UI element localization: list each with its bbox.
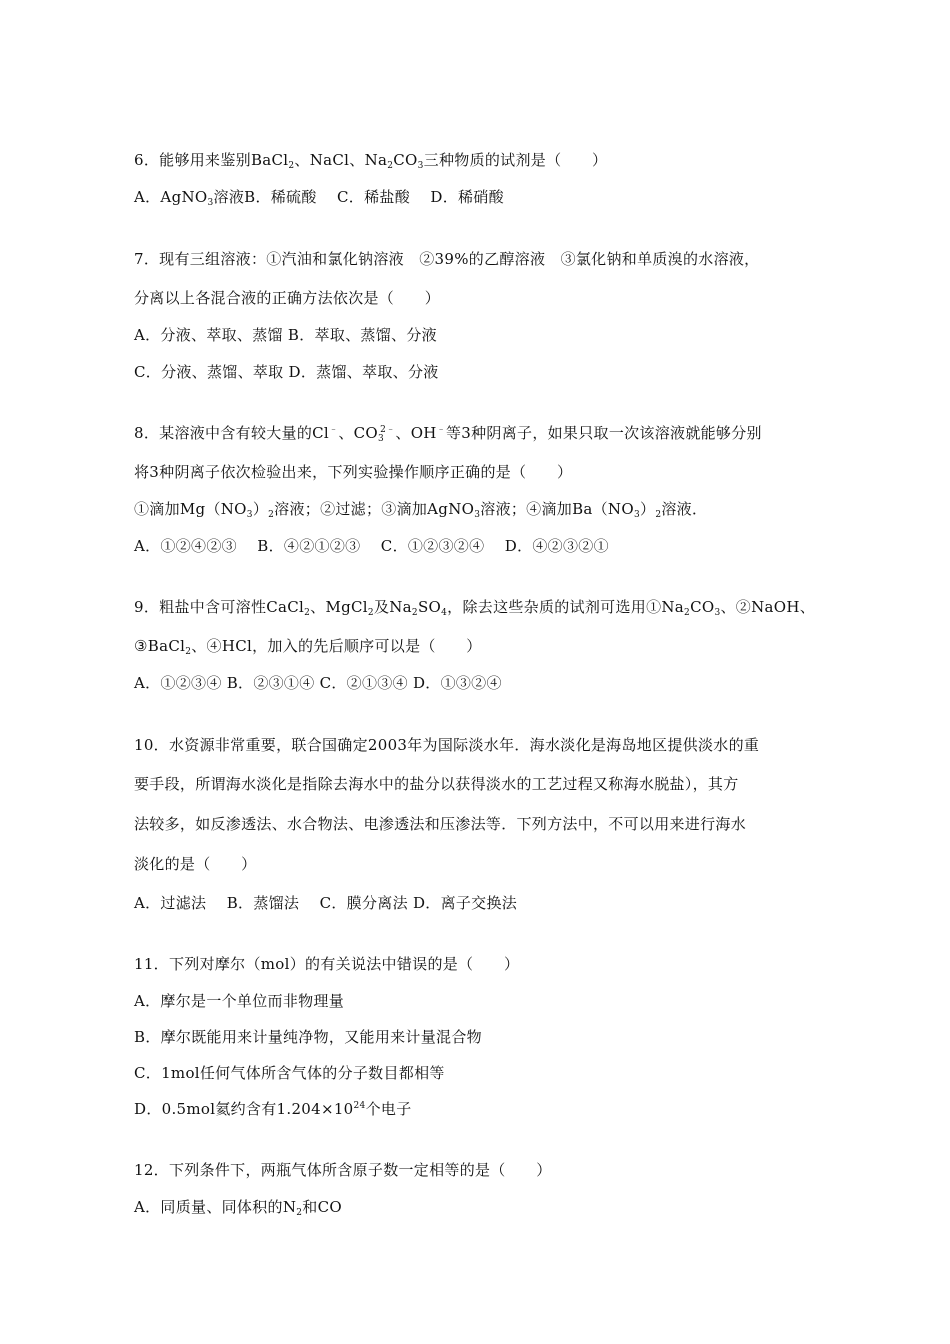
question-10-stem-line-4: 淡化的是（ ）: [134, 855, 257, 873]
question-7-stem-line-2: 分离以上各混合液的正确方法依次是（ ）: [134, 289, 441, 307]
question-10-options: A．过滤法 B．蒸馏法 C．膜分离法 D．离子交换法: [134, 894, 518, 912]
question-8-stem-line-1: 8．某溶液中含有较大量的Cl﹣、$CO_3^{2﹣}$、OH﹣等3种阴离子，如果只取一次该溶液就能够分别: [134, 424, 762, 444]
question-6-stem: 6．能够用来鉴别BaCl$_2$、NaCl、$Na_2CO_3$三种物质的试剂是（ ）: [134, 151, 608, 171]
question-11-option-d: D．0.5mol氦约含有$1.204\times 10^{24}$个电子: [134, 1100, 412, 1118]
question-12-option-a: A．同质量、同体积的$N_2$和CO: [134, 1198, 342, 1218]
question-7-option-cd: C．分液、蒸馏、萃取 D．蒸馏、萃取、分液: [134, 363, 439, 381]
question-7-option-ab: A．分液、萃取、蒸馏 B．萃取、蒸馏、分液: [134, 326, 437, 344]
question-6-options: A．AgNO$_3$溶液B．稀硫酸 C．稀盐酸 D．稀硝酸: [134, 188, 504, 208]
question-12-stem: 12．下列条件下，两瓶气体所含原子数一定相等的是（ ）: [134, 1161, 552, 1179]
question-9-stem-line-2: ③BaCl$_2$、④HCl，加入的先后顺序可以是（ ）: [134, 637, 482, 657]
question-10-stem-line-3: 法较多，如反渗透法、水合物法、电渗透法和压渗法等．下列方法中，不可以用来进行海水: [134, 815, 747, 833]
question-11-option-a: A．摩尔是一个单位而非物理量: [134, 992, 345, 1010]
question-11-option-b: B．摩尔既能用来计量纯净物，又能用来计量混合物: [134, 1028, 482, 1046]
question-9-stem-line-1: 9．粗盐中含可溶性CaCl$_2$、MgCl$_2$及$Na_2SO_4$，除去这些杂质的试剂可选用$①Na_2CO_3$、②NaOH、: [134, 598, 816, 618]
question-9-options: A．①②③④ B．②③①④ C．②①③④ D．①③②④: [134, 674, 502, 692]
question-11-option-c: C．1mol任何气体所含气体的分子数目都相等: [134, 1064, 445, 1082]
question-8-steps: ①滴加$Mg(NO_3)_2$溶液；②过滤；③滴加AgNO$_3$溶液；④滴加$Ba(NO_3)_2$溶液．: [134, 500, 708, 520]
question-10-stem-line-2: 要手段，所谓海水淡化是指除去海水中的盐分以获得淡水的工艺过程又称海水脱盐），其方: [134, 775, 739, 793]
question-11-stem: 11．下列对摩尔（mol）的有关说法中错误的是（ ）: [134, 955, 520, 973]
question-7-stem-line-1: 7．现有三组溶液：①汽油和氯化钠溶液 ②39%的乙醇溶液 ③氯化钠和单质溴的水溶液，: [134, 250, 760, 268]
question-8-options: A．①②④②③ B．④②①②③ C．①②③②④ D．④②③②①: [134, 537, 609, 555]
question-8-stem-line-2: 将3种阴离子依次检验出来，下列实验操作顺序正确的是（ ）: [134, 463, 573, 481]
question-10-stem-line-1: 10．水资源非常重要，联合国确定2003年为国际淡水年．海水淡化是海岛地区提供淡水的重: [134, 736, 760, 754]
